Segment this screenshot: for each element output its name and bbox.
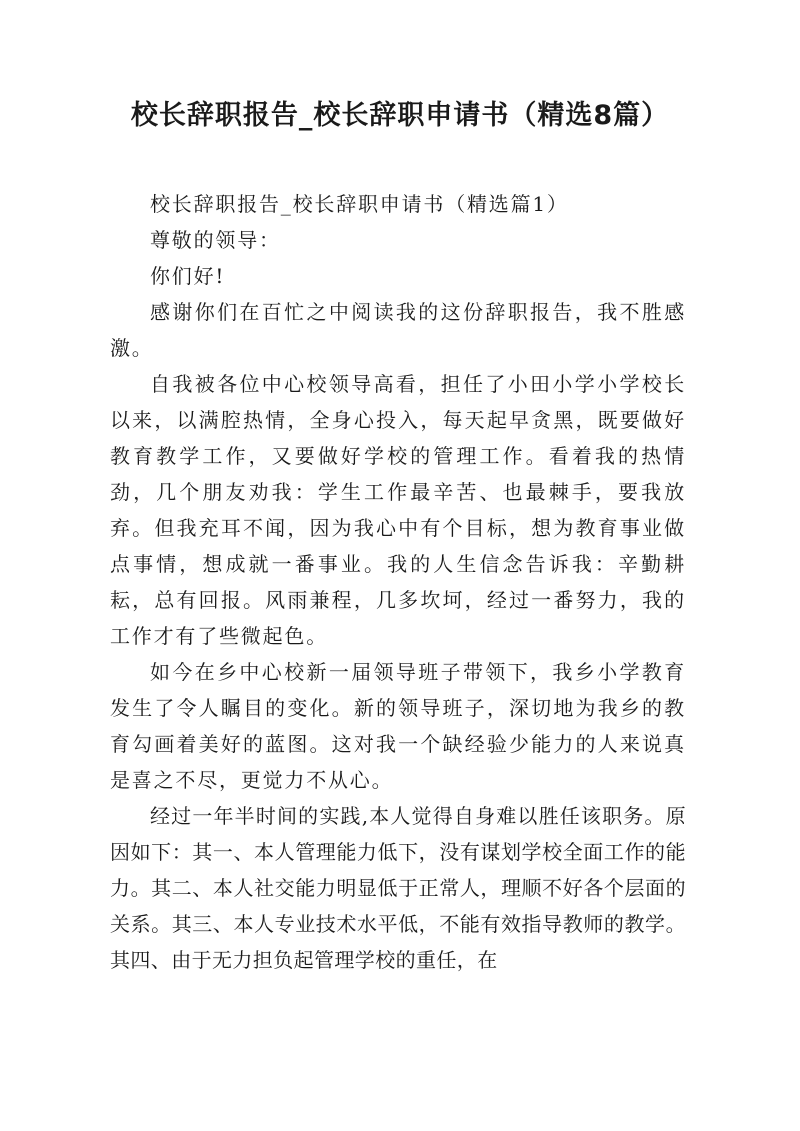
salutation: 尊敬的领导：	[150, 228, 281, 252]
document-body	[110, 186, 686, 978]
body-paragraph: 感谢你们在百忙之中阅读我的这份辞职报告，我不胜感激。	[110, 300, 686, 360]
greeting: 你们好!	[150, 264, 226, 288]
body-paragraph: 经过一年半时间的实践,本人觉得自身难以胜任该职务。原因如下：其一、本人管理能力低下，没有谋划学校全面工作的能力。其二、本人社交能力明显低于正常人，理顺不好各个层面的关系。其三、本人专业技术水平低，不能有效指导教师的教学。其四、由于无力担负起管理学校的重任，在	[110, 804, 686, 972]
body-paragraph: 自我被各位中心校领导高看，担任了小田小学小学校长以来，以满腔热情，全身心投入，每天起早贪黑，既要做好教育教学工作，又要做好学校的管理工作。看着我的热情劲，几个朋友劝我：学生工作最辛苦、也最棘手，要我放弃。但我充耳不闻，因为我心中有个目标，想为教育事业做点事情，想成就一番事业。我的人生信念告诉我：辛勤耕耘，总有回报。风雨兼程，几多坎坷，经过一番努力，我的工作才有了些微起色。	[110, 372, 686, 648]
document-title: 校长辞职报告_校长辞职申请书（精选8篇）	[130, 100, 670, 131]
body-paragraph: 如今在乡中心校新一届领导班子带领下，我乡小学教育发生了令人瞩目的变化。新的领导班子，深切地为我乡的教育勾画着美好的蓝图。这对我一个缺经验少能力的人来说真是喜之不尽，更觉力不从心。	[110, 660, 686, 792]
section-heading: 校长辞职报告_校长辞职申请书（精选篇1）	[150, 192, 569, 216]
